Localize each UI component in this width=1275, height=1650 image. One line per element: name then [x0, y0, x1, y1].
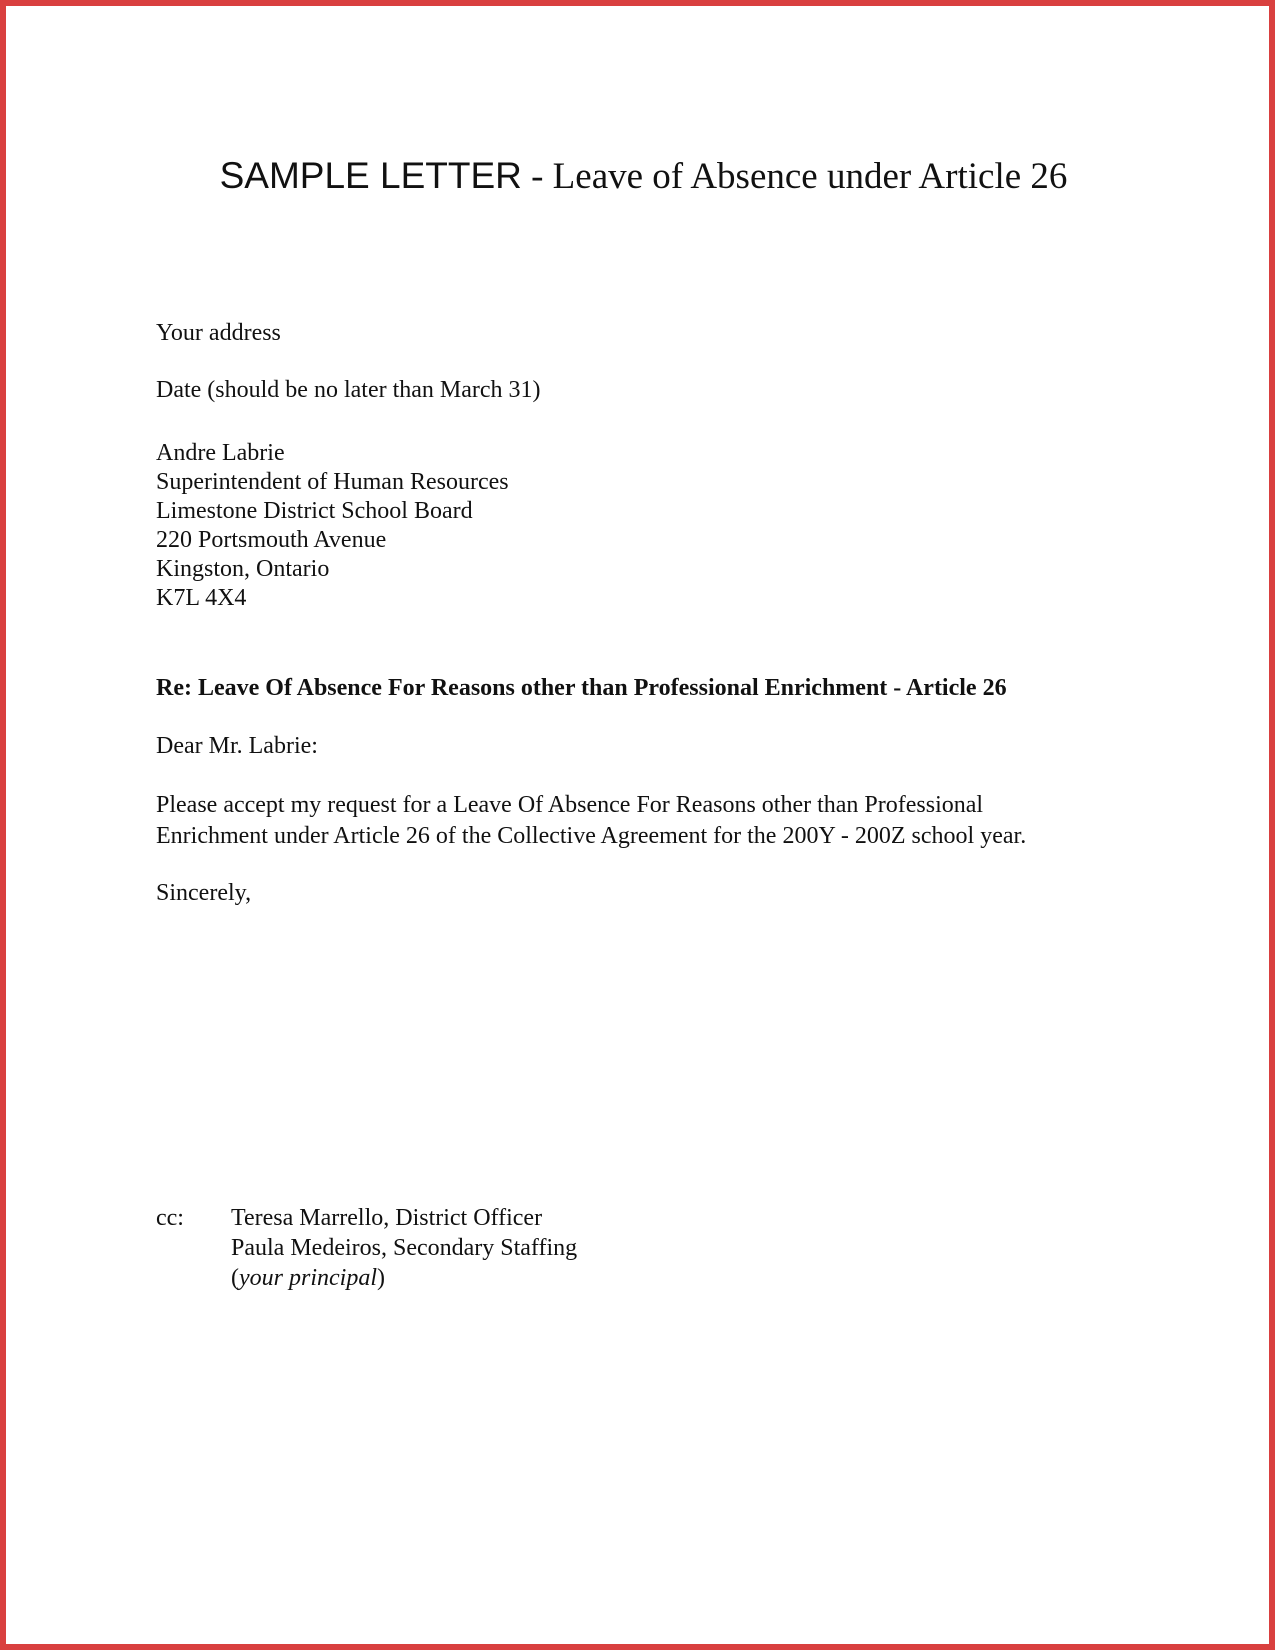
recipient-name: Andre Labrie [156, 440, 285, 466]
title-rest: - Leave of Absence under Article 26 [521, 156, 1068, 197]
salutation: Dear Mr. Labrie: [156, 733, 318, 759]
title-main: SAMPLE LETTER [219, 155, 522, 196]
recipient-organization: Limestone District School Board [156, 498, 473, 524]
principal-placeholder: your principal [239, 1265, 377, 1291]
cc-label: cc: [156, 1205, 184, 1231]
principal-close-paren: ) [377, 1265, 385, 1291]
cc-entry-principal [231, 1263, 577, 1293]
recipient-postal-code: K7L 4X4 [156, 585, 247, 611]
principal-open-paren: ( [231, 1265, 239, 1291]
body-line-1: Please accept my request for a Leave Of Absence For Reasons other than Professional [156, 792, 984, 818]
letter-date: Date (should be no later than March 31) [156, 377, 541, 403]
cc-list [231, 1203, 577, 1293]
closing: Sincerely, [156, 880, 252, 906]
recipient-city: Kingston, Ontario [156, 556, 330, 582]
recipient-position: Superintendent of Human Resources [156, 469, 509, 495]
recipient-street: 220 Portsmouth Avenue [156, 527, 387, 553]
recipient-block [156, 439, 509, 613]
sender-address: Your address [156, 320, 281, 346]
cc-entry-secondary-staffing: Paula Medeiros, Secondary Staffing [231, 1235, 578, 1261]
subject-line: Re: Leave Of Absence For Reasons other than Professional Enrichment - Article 26 [156, 675, 1007, 701]
body-paragraph [156, 790, 1026, 852]
cc-entry-district-officer: Teresa Marrello, District Officer [231, 1205, 543, 1231]
body-line-2: Enrichment under Article 26 of the Collective Agreement for the 200Y - 200Z school year. [156, 823, 1027, 849]
letter-title [6, 154, 1275, 199]
